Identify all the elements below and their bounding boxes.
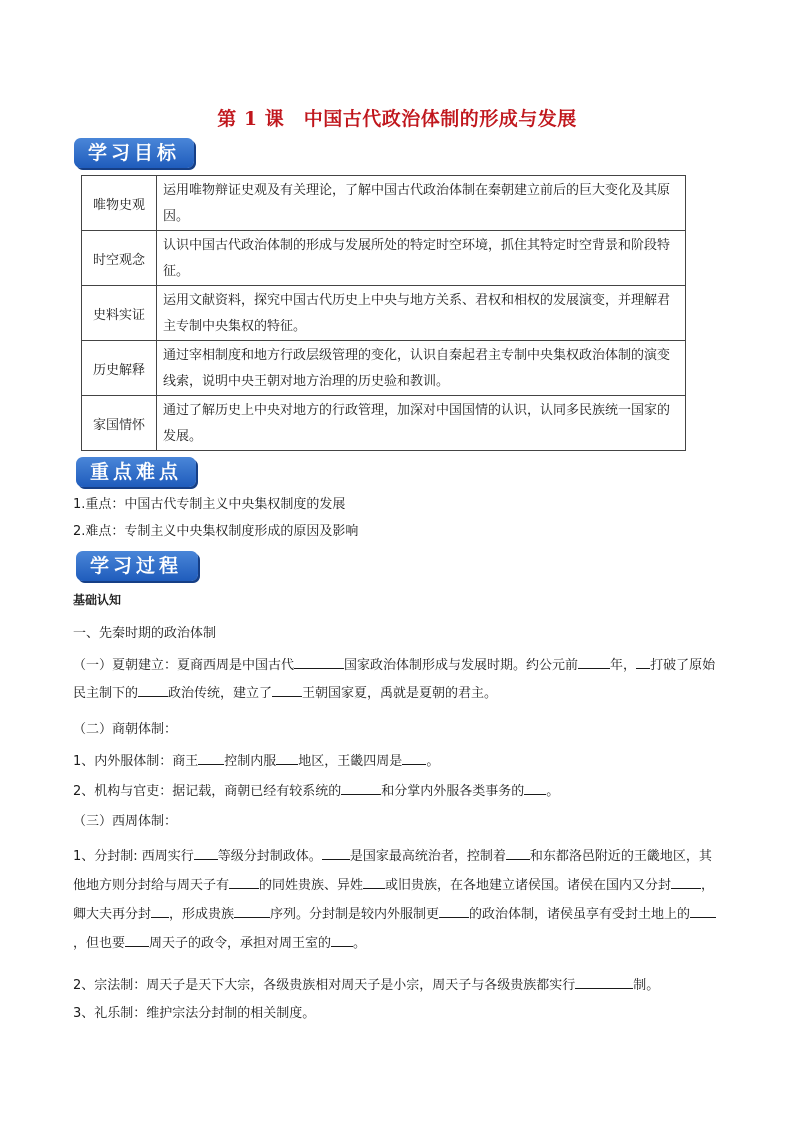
fill-blank[interactable]	[524, 780, 546, 795]
shang-heading: （二）商朝体制：	[73, 722, 178, 737]
goal-text: 运用文献资料，探究中国古代历史上中央与地方关系、君权和相权的发展演变，并理解君主专制中央集权的特征。	[157, 286, 686, 341]
xia-paragraph: （一）夏朝建立：夏商西周是中国古代 国家政治体制形成与发展时期。约公元前 年， 打破了原始民主制下的 政治传统，建立了 王朝国家夏，禹就是夏朝的君主。	[73, 652, 723, 708]
goals-table	[81, 175, 686, 451]
fill-blank[interactable]	[198, 750, 224, 765]
section-heading: 一、先秦时期的政治体制	[73, 626, 217, 641]
fill-blank[interactable]	[234, 903, 270, 918]
xia-head: （一）夏朝建立：	[73, 658, 178, 673]
table-row	[82, 396, 686, 451]
zhou-line-2: 2、宗法制：周天子是天下大宗，各级贵族相对周天子是小宗，周天子与各级贵族都实行 制。	[73, 974, 723, 996]
fill-blank[interactable]	[322, 845, 350, 860]
fill-blank[interactable]	[636, 654, 650, 669]
fill-blank[interactable]	[229, 874, 259, 889]
fill-blank[interactable]	[276, 750, 298, 765]
table-row	[82, 286, 686, 341]
fill-blank[interactable]	[690, 903, 716, 918]
goal-key: 史料实证	[82, 286, 157, 341]
fill-blank[interactable]	[578, 654, 610, 669]
fill-blank[interactable]	[272, 682, 302, 697]
fill-blank[interactable]	[575, 974, 633, 989]
fill-blank[interactable]	[439, 903, 469, 918]
goal-key: 唯物史观	[82, 176, 157, 231]
basic-heading: 基础认知	[73, 593, 122, 607]
process-badge: 学习过程	[76, 551, 198, 581]
shang-line-1: 1、内外服体制：商王 控制内服 地区，王畿四周是 。	[73, 750, 723, 772]
shang-line-2: 2、机构与官吏：据记载，商朝已经有较系统的 和分掌内外服各类事务的 。	[73, 780, 723, 802]
focus-text: 1.重点：中国古代专制主义中央集权制度的发展	[73, 497, 346, 512]
table-row	[82, 231, 686, 286]
fill-blank[interactable]	[151, 903, 169, 918]
fill-blank[interactable]	[506, 845, 530, 860]
fill-blank[interactable]	[331, 932, 353, 947]
fill-blank[interactable]	[194, 845, 218, 860]
fill-blank[interactable]	[125, 932, 149, 947]
keypoints-badge: 重点难点	[76, 457, 196, 487]
table-row	[82, 176, 686, 231]
goals-badge: 学习目标	[74, 138, 194, 168]
goal-text: 运用唯物辩证史观及有关理论，了解中国古代政治体制在秦朝建立前后的巨大变化及其原因。	[157, 176, 686, 231]
goal-key: 家国情怀	[82, 396, 157, 451]
difficulty-text: 2.难点：专制主义中央集权制度形成的原因及影响	[73, 524, 359, 539]
fill-blank[interactable]	[671, 874, 701, 889]
fill-blank[interactable]	[138, 682, 168, 697]
goal-key: 时空观念	[82, 231, 157, 286]
zhou-paragraph: 1、分封制: 西周实行 等级分封制政体。 是国家最高统治者，控制着 和东都洛邑附近的王畿地区，其他地方则分封给与周天子有 的同姓贵族、异姓 或旧贵族，在各地建立诸侯国。诸侯在国内又分封 ，卿大夫再分封 ，形成贵族 序列。分封制是较内外服制更 的政治体制，诸侯虽享有受封土地上的，但也要 周天子的政令，承担对周王室的 。	[73, 842, 723, 958]
lesson-title: 第 1 课 中国古代政治体制的形成与发展	[217, 108, 577, 130]
goal-text: 通过了解历史上中央对地方的行政管理，加深对中国国情的认识，认同多民族统一国家的发展。	[157, 396, 686, 451]
table-row	[82, 341, 686, 396]
goal-text: 通过宰相制度和地方行政层级管理的变化，认识自秦起君主专制中央集权政治体制的演变线索，说明中央王朝对地方治理的历史验和教训。	[157, 341, 686, 396]
goal-text: 认识中国古代政治体制的形成与发展所处的特定时空环境，抓住其特定时空背景和阶段特征。	[157, 231, 686, 286]
fill-blank[interactable]	[363, 874, 385, 889]
goal-key: 历史解释	[82, 341, 157, 396]
fill-blank[interactable]	[402, 750, 426, 765]
zhou-line-3: 3、礼乐制：维护宗法分封制的相关制度。	[73, 1006, 316, 1021]
zhou-heading: （三）西周体制：	[73, 814, 178, 829]
fill-blank[interactable]	[341, 780, 381, 795]
fill-blank[interactable]	[294, 654, 344, 669]
